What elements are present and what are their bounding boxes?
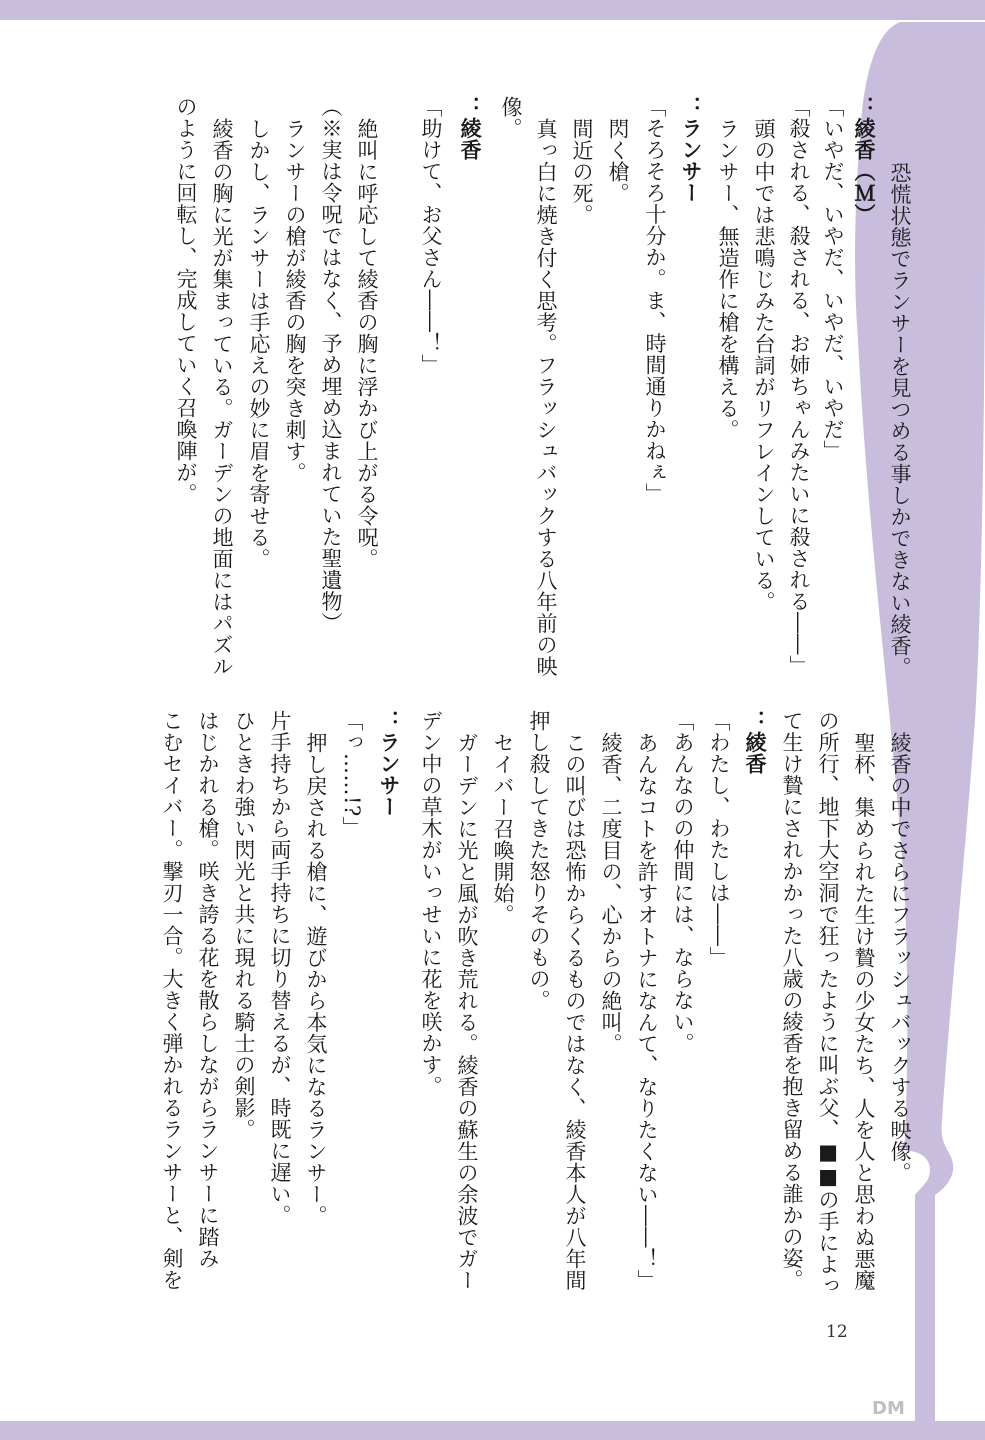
text-column: はじかれる槍。咲き誇る花を散らしながらランサーに踏み <box>196 710 220 1269</box>
text-column: 「っ……!?」 <box>340 710 364 839</box>
text-column: 像。 <box>499 96 523 139</box>
text-column: 押し戻される槍に、遊びから本気になるランサー。 <box>304 732 328 1227</box>
text-column: 綾香の胸に光が集まっている。ガーデンの地面にはパズル <box>210 118 234 677</box>
text-column: 絶叫に呼応して綾香の胸に浮かび上がる令呪。 <box>355 118 379 570</box>
text-column: あんなコトを許すオトナになんて、なりたくない――！」 <box>635 732 659 1291</box>
speaker-label: ：ランサー <box>679 96 703 204</box>
text-column: 頭の中では悲鳴じみた台詞がリフレインしている。 <box>752 118 776 613</box>
text-column: しかし、ランサーは手応えの妙に眉を寄せる。 <box>247 118 271 570</box>
text-column: 「いやだ、いやだ、いやだ、いやだ」 <box>821 96 845 462</box>
text-column: こむセイバー。撃刃一合。大きく弾かれるランサーと、剣を <box>160 710 184 1291</box>
speaker-label: ：綾香 <box>458 96 482 161</box>
page-number: 12 <box>826 1322 848 1342</box>
text-column: 「あんなのの仲間には、ならない。 <box>671 710 695 1054</box>
text-column: 綾香、二度目の、心からの絶叫。 <box>599 732 623 1055</box>
text-column: ガーデンに光と風が吹き荒れる。綾香の蘇生の余波でガー <box>455 732 479 1291</box>
text-column: の所行、地下大空洞で狂ったように叫ぶ父、■■の手によっ <box>816 710 840 1297</box>
watermark-logo: DM <box>872 1398 905 1419</box>
speaker-label: ：綾香（Ｍ） <box>852 96 876 225</box>
text-column: デン中の草木がいっせいに花を咲かす。 <box>419 710 443 1097</box>
text-column: のように回転し、完成していく召喚陣が。 <box>174 96 198 505</box>
text-column: 「そろそろ十分か。ま、時間通りかねぇ」 <box>643 96 667 505</box>
text-column: セイバー召喚開始。 <box>491 732 515 926</box>
text-column: ランサー、無造作に槍を構える。 <box>716 118 740 441</box>
text-column: （※実は令呪ではなく、予め埋め込まれていた聖遺物） <box>319 96 343 634</box>
speaker-label: ：ランサー <box>377 710 401 818</box>
text-column: この叫びは恐怖からくるものではなく、綾香本人が八年間 <box>563 732 587 1291</box>
text-column: ひときわ強い閃光と共に現れる騎士の剣影。 <box>232 710 256 1140</box>
text-column: 間近の死。 <box>570 118 594 226</box>
text-column: 片手持ちから両手持ちに切り替えるが、時既に遅い。 <box>268 710 292 1226</box>
speaker-label: ：綾香 <box>743 710 767 775</box>
text-column: 綾香の中でさらにフラッシュバックする映像。 <box>888 732 912 1184</box>
text-column: て生け贄にされかかった八歳の綾香を抱き留める誰かの姿。 <box>780 710 804 1291</box>
text-column: 「殺される、殺される、お姉ちゃんみたいに殺される――」 <box>787 96 811 677</box>
text-column: 押し殺してきた怒りそのもの。 <box>527 710 551 1011</box>
text-column: 閃く槍。 <box>606 118 630 204</box>
text-column: 「わたし、わたしは――」 <box>707 710 731 968</box>
text-column: 恐慌状態でランサーを見つめる事しかできない綾香。 <box>888 162 912 678</box>
text-column: ランサーの槍が綾香の胸を突き刺す。 <box>283 118 307 484</box>
text-column: 真っ白に焼き付く思考。フラッシュバックする八年前の映 <box>534 118 558 677</box>
text-column: 聖杯、集められた生け贄の少女たち、人を人と思わぬ悪魔 <box>852 732 876 1291</box>
text-column: 「助けて、お父さん――！」 <box>419 96 443 376</box>
